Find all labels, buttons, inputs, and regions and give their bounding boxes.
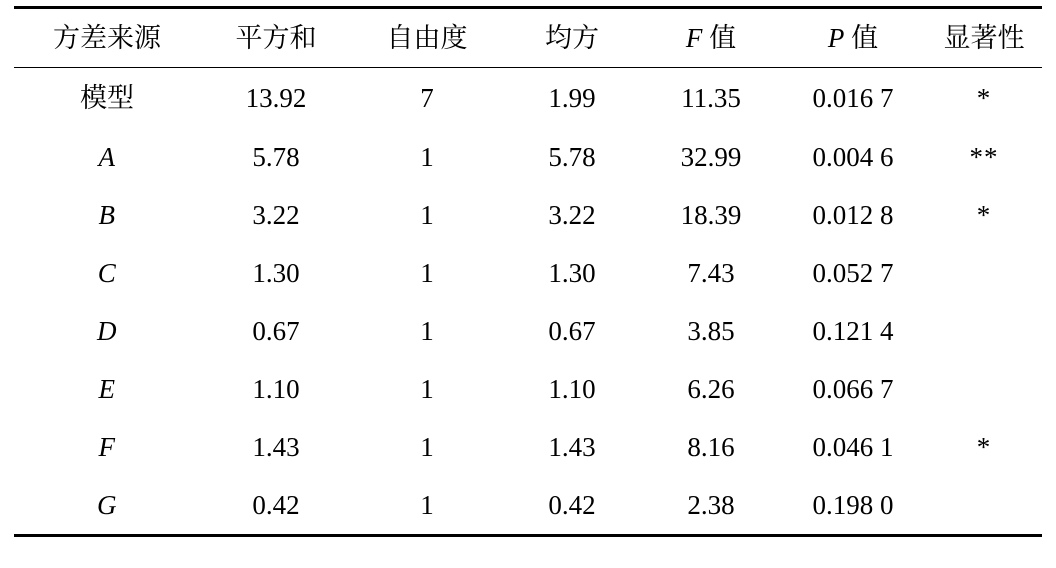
cell-source: A: [98, 141, 116, 172]
cell-significance: *: [976, 431, 992, 462]
cell-f-value: 3.85: [687, 315, 735, 346]
cell-mean-square: 1.43: [548, 431, 596, 462]
cell-significance: **: [969, 141, 999, 172]
cell-sum-of-squares: 1.30: [252, 257, 300, 288]
cell-p-value: 0.004 6: [812, 141, 894, 172]
cell-df: 7: [420, 82, 434, 113]
column-header-p-value: [780, 8, 926, 68]
cell-mean-square: 1.30: [548, 257, 596, 288]
cell-df: 1: [420, 315, 434, 346]
column-header-source: 方差来源: [14, 8, 200, 68]
cell-source: E: [98, 373, 116, 404]
column-header-sum-of-squares: 平方和: [200, 8, 352, 68]
cell-p-value: 0.066 7: [812, 373, 894, 404]
column-header-significance: 显著性: [926, 8, 1042, 68]
cell-df: 1: [420, 257, 434, 288]
cell-significance: *: [976, 82, 992, 113]
cell-df: 1: [420, 141, 434, 172]
cell-sum-of-squares: 3.22: [252, 199, 300, 230]
cell-p-value: 0.012 8: [812, 199, 894, 230]
table-row: [14, 476, 1042, 536]
cell-sum-of-squares: 5.78: [252, 141, 300, 172]
cell-f-value: 6.26: [687, 373, 735, 404]
table-row: [14, 302, 1042, 360]
cell-significance: *: [976, 199, 992, 230]
cell-f-value: 11.35: [681, 82, 741, 113]
table-row: [14, 186, 1042, 244]
cell-f-value: 32.99: [680, 141, 742, 172]
table-body: [14, 68, 1042, 536]
cell-f-value: 2.38: [642, 476, 780, 536]
column-header-df: 自由度: [352, 8, 502, 68]
cell-p-value: 0.016 7: [812, 82, 894, 113]
cell-mean-square: 0.67: [548, 315, 596, 346]
cell-source: B: [98, 199, 116, 230]
cell-df: 1: [420, 199, 434, 230]
cell-df: 1: [420, 373, 434, 404]
cell-mean-square: 1.10: [548, 373, 596, 404]
cell-p-value: 0.121 4: [812, 315, 894, 346]
cell-sum-of-squares: 1.43: [252, 431, 300, 462]
table-row: [14, 68, 1042, 129]
cell-source: 模型: [80, 82, 134, 113]
column-header-mean-square: 均方: [502, 8, 642, 68]
column-header-f-value: [642, 8, 780, 68]
table-row: [14, 244, 1042, 302]
cell-mean-square: 5.78: [548, 141, 596, 172]
p-symbol: P: [827, 22, 845, 53]
anova-table: [14, 6, 1042, 537]
cell-mean-square: 0.42: [502, 476, 642, 536]
cell-f-value: 8.16: [687, 431, 735, 462]
table-row: [14, 418, 1042, 476]
cell-significance: [926, 244, 1042, 302]
cell-sum-of-squares: 0.67: [252, 315, 300, 346]
cell-f-value: 7.43: [687, 257, 735, 288]
cell-p-value: 0.052 7: [812, 257, 894, 288]
table-row: [14, 360, 1042, 418]
cell-source: F: [98, 431, 116, 462]
cell-df: 1: [352, 476, 502, 536]
table-row: [14, 128, 1042, 186]
cell-f-value: 18.39: [680, 199, 742, 230]
cell-p-value: 0.198 0: [780, 476, 926, 536]
cell-source: G: [14, 476, 200, 536]
f-suffix: 值: [702, 22, 737, 53]
cell-significance: [926, 302, 1042, 360]
f-symbol: F: [685, 22, 703, 53]
cell-mean-square: 3.22: [548, 199, 596, 230]
cell-source: C: [97, 257, 117, 288]
cell-source: D: [97, 315, 117, 346]
p-suffix: 值: [844, 22, 879, 53]
cell-significance: [926, 476, 1042, 536]
header-row: [14, 8, 1042, 68]
cell-df: 1: [420, 431, 434, 462]
cell-sum-of-squares: 13.92: [245, 82, 307, 113]
cell-p-value: 0.046 1: [812, 431, 894, 462]
cell-significance: [926, 360, 1042, 418]
cell-sum-of-squares: 1.10: [252, 373, 300, 404]
cell-sum-of-squares: 0.42: [200, 476, 352, 536]
cell-mean-square: 1.99: [548, 82, 596, 113]
table-header: [14, 8, 1042, 68]
